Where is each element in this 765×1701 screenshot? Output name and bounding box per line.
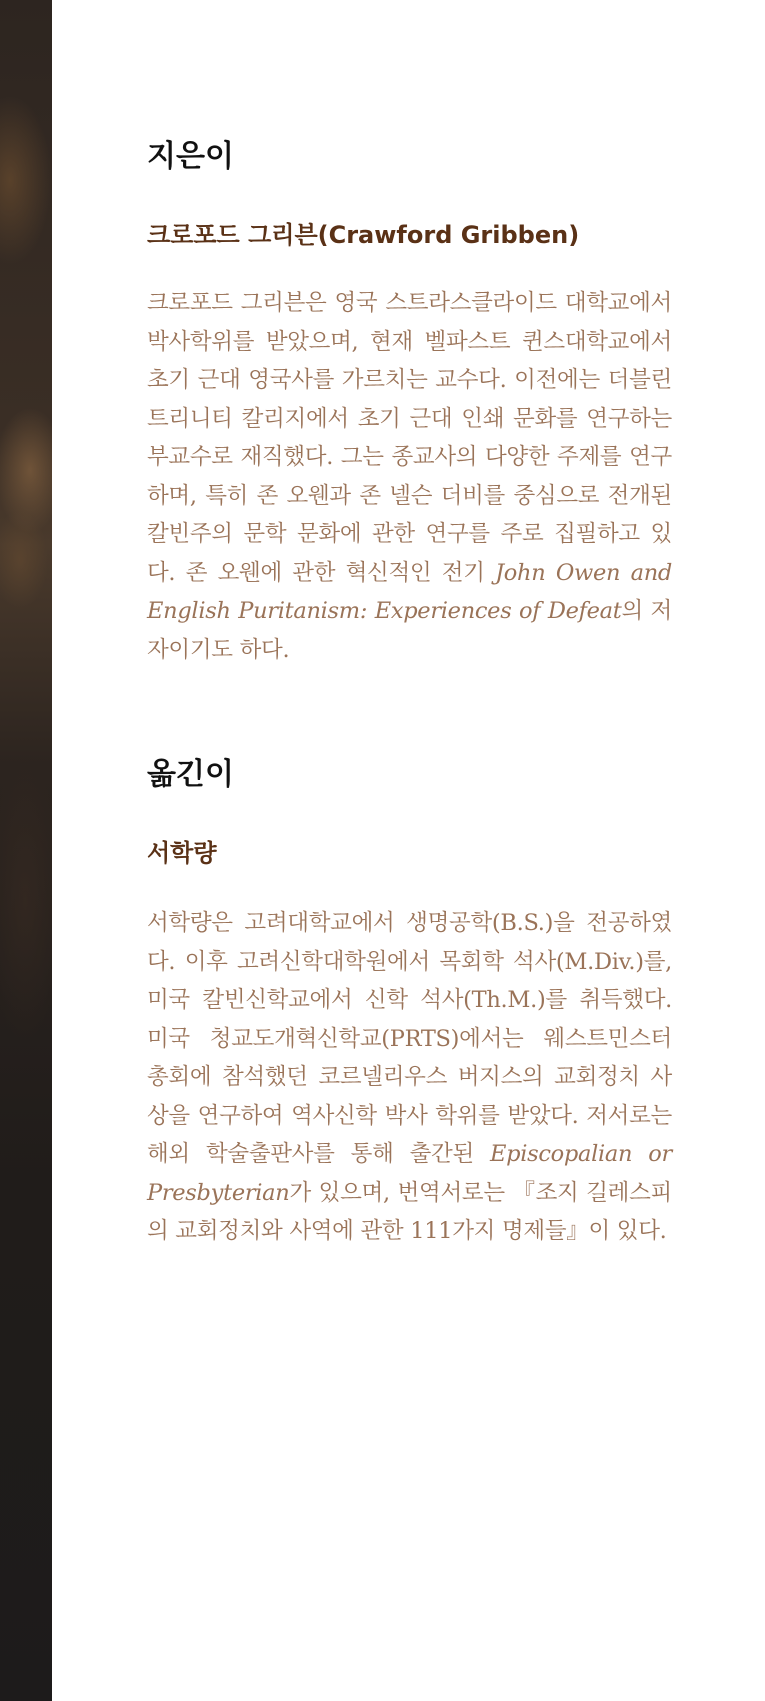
- author-heading: 지은이: [147, 139, 234, 174]
- translator-bio-text: 서학량은 고려대학교에서 생명공학(B.S.)을 전공하였다. 이후 고려신학대학원에서 목회학 석사(M.Div.)를, 미국 칼빈신학교에서 신학 석사(Th.M.)를 취득했다. 미국 청교도개혁신학교(PRTS)에서는 웨스트민스터 총회에 참석했던 코르넬리우스 버지스의 교회정치 사상을 연구하여 역사신학 박사 학위를 받았다. 저서로는 해외 학술출판사를 통해 출간된: [147, 910, 672, 1167]
- translator-bio: [147, 904, 672, 1251]
- translator-bio-ending: 가 있으며, 번역서로는 『조지 길레스피의 교회정치와 사역에 관한 111가지 명제들』이 있다.: [147, 1179, 672, 1244]
- translator-heading: 옮긴이: [147, 757, 234, 792]
- author-bio: [147, 284, 672, 669]
- author-name: 크로포드 그리븐(Crawford Gribben): [147, 221, 580, 249]
- decorative-painting-strip: [0, 0, 52, 1701]
- translator-book-title: Episcopalian or Presbyterian: [147, 1141, 672, 1206]
- author-bio-text: 크로포드 그리븐은 영국 스트라스클라이드 대학교에서 박사학위를 받았으며, 현재 벨파스트 퀸스대학교에서 초기 근대 영국사를 가르치는 교수다. 이전에는 더블린 트리니티 칼리지에서 초기 근대 인쇄 문화를 연구하는 부교수로 재직했다. 그는 종교사의 다양한 주제를 연구하며, 특히 존 오웬과 존 넬슨 더비를 중심으로 전개된 칼빈주의 문학 문화에 관한 연구를 주로 집필하고 있다. 존 오웬에 관한 혁신적인 전기: [147, 290, 672, 586]
- translator-name: 서학량: [147, 839, 217, 867]
- author-book-title: John Owen and English Puritanism: Experiences of Defeat: [147, 559, 672, 624]
- author-bio-ending: 의 저자이기도 하다.: [147, 598, 672, 663]
